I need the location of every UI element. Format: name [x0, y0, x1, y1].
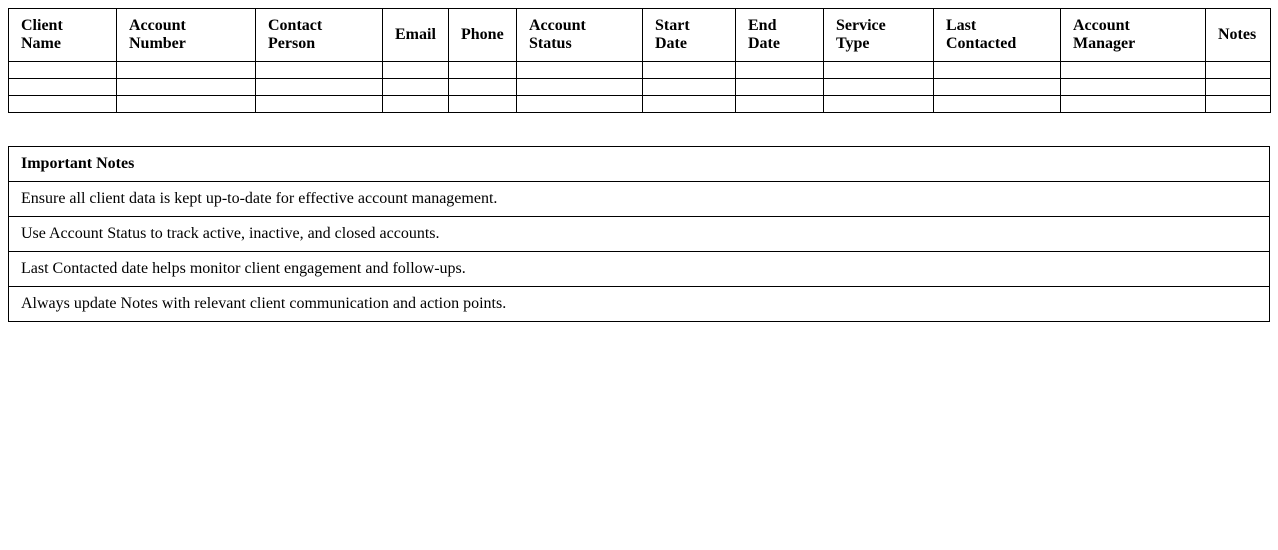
table-cell[interactable] — [736, 62, 824, 79]
header-last-contacted: Last Contacted — [934, 9, 1061, 62]
document-body — [8, 8, 1270, 322]
header-end-date: End Date — [736, 9, 824, 62]
table-cell[interactable] — [383, 62, 449, 79]
table-cell[interactable] — [736, 79, 824, 96]
table-cell[interactable] — [517, 96, 643, 113]
table-cell[interactable] — [117, 79, 256, 96]
client-accounts-table — [8, 8, 1271, 113]
note-row — [9, 252, 1270, 287]
table-cell[interactable] — [934, 79, 1061, 96]
table-cell[interactable] — [1206, 79, 1271, 96]
header-account-status: Account Status — [517, 9, 643, 62]
table-cell[interactable] — [449, 62, 517, 79]
table-cell[interactable] — [9, 79, 117, 96]
table-row — [9, 96, 1271, 113]
notes-heading-row — [9, 147, 1270, 182]
note-row — [9, 217, 1270, 252]
header-account-number: Account Number — [117, 9, 256, 62]
note-item: Use Account Status to track active, inactive, and closed accounts. — [9, 217, 1270, 252]
table-cell[interactable] — [383, 96, 449, 113]
header-phone: Phone — [449, 9, 517, 62]
table-cell[interactable] — [824, 96, 934, 113]
header-contact-person: Contact Person — [256, 9, 383, 62]
table-cell[interactable] — [117, 62, 256, 79]
header-start-date: Start Date — [643, 9, 736, 62]
table-row — [9, 79, 1271, 96]
note-item: Ensure all client data is kept up-to-date for effective account management. — [9, 182, 1270, 217]
table-cell[interactable] — [117, 96, 256, 113]
table-cell[interactable] — [449, 96, 517, 113]
note-row — [9, 287, 1270, 322]
table-header-row — [9, 9, 1271, 62]
table-cell[interactable] — [934, 62, 1061, 79]
note-item: Last Contacted date helps monitor client engagement and follow-ups. — [9, 252, 1270, 287]
note-row — [9, 182, 1270, 217]
table-cell[interactable] — [256, 62, 383, 79]
table-cell[interactable] — [1061, 62, 1206, 79]
header-email: Email — [383, 9, 449, 62]
table-cell[interactable] — [9, 96, 117, 113]
header-client-name: Client Name — [9, 9, 117, 62]
header-service-type: Service Type — [824, 9, 934, 62]
important-notes-table — [8, 146, 1270, 322]
table-cell[interactable] — [256, 96, 383, 113]
table-row — [9, 62, 1271, 79]
notes-heading: Important Notes — [9, 147, 1270, 182]
header-account-manager: Account Manager — [1061, 9, 1206, 62]
table-cell[interactable] — [1061, 96, 1206, 113]
table-cell[interactable] — [736, 96, 824, 113]
table-cell[interactable] — [383, 79, 449, 96]
table-cell[interactable] — [1206, 96, 1271, 113]
table-cell[interactable] — [824, 62, 934, 79]
table-cell[interactable] — [643, 79, 736, 96]
table-cell[interactable] — [824, 79, 934, 96]
table-cell[interactable] — [1206, 62, 1271, 79]
table-cell[interactable] — [517, 62, 643, 79]
table-cell[interactable] — [256, 79, 383, 96]
table-body — [9, 62, 1271, 113]
table-cell[interactable] — [934, 96, 1061, 113]
note-item: Always update Notes with relevant client communication and action points. — [9, 287, 1270, 322]
table-cell[interactable] — [643, 96, 736, 113]
table-cell[interactable] — [517, 79, 643, 96]
table-cell[interactable] — [1061, 79, 1206, 96]
header-notes: Notes — [1206, 9, 1271, 62]
table-cell[interactable] — [9, 62, 117, 79]
table-cell[interactable] — [643, 62, 736, 79]
table-cell[interactable] — [449, 79, 517, 96]
